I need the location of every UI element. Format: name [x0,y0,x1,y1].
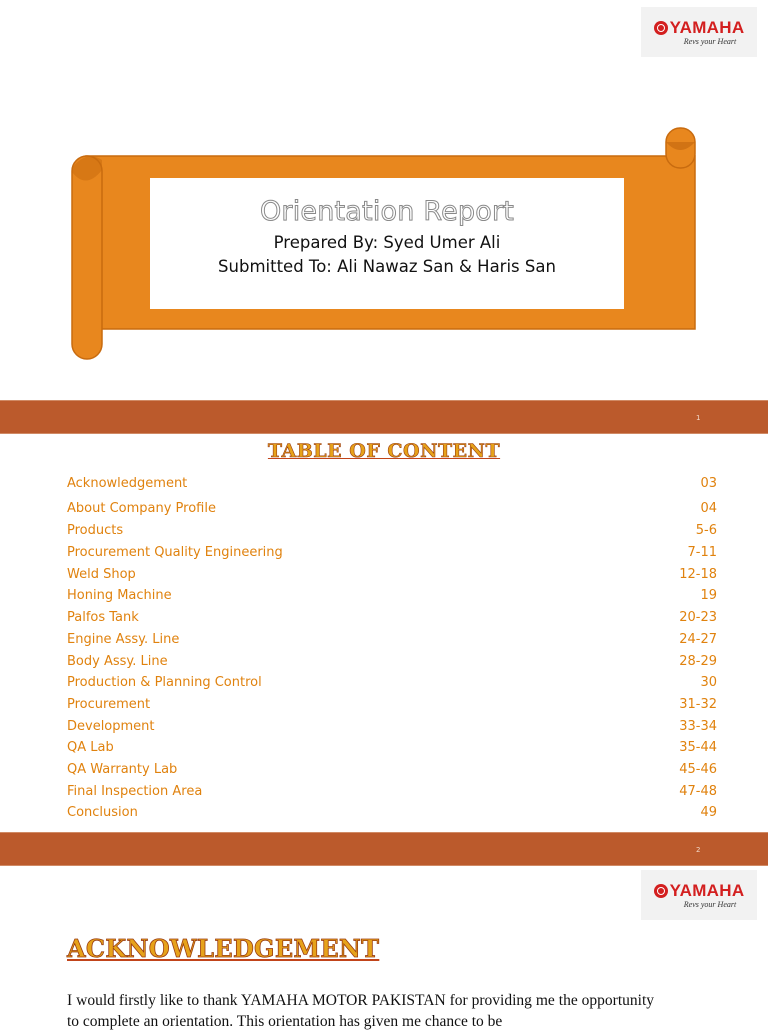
toc-entry [67,762,717,782]
toc-entry-title: Development [67,719,155,734]
logo-brand-text: YAMAHA [669,881,745,900]
toc-entry-page: 19 [700,588,717,603]
toc-heading: TABLE OF CONTENT [267,440,501,462]
yamaha-logo [641,7,757,57]
toc-entry-page: 20-23 [679,610,717,625]
toc-entry-page: 12-18 [679,567,717,582]
toc-entry-title: QA Warranty Lab [67,762,178,777]
acknowledgement-body: I would firstly like to thank YAMAHA MOTOR PAKISTAN for providing me the opportunity to complete an orientation. This orientation has given me chance to be [67,992,654,1030]
tuning-fork-emblem-icon [654,884,668,898]
toc-entry-title: Palfos Tank [67,610,139,625]
toc-entry [67,523,717,543]
toc-entry-title: Acknowledgement [67,476,188,491]
tuning-fork-emblem-icon [654,21,668,35]
toc-entry-page: 03 [700,476,717,491]
toc-entry-title: Conclusion [67,805,138,820]
toc-entry-page: 04 [700,501,717,516]
report-title: Orientation Report [259,196,515,227]
cover-title-box [150,178,624,309]
toc-entry [67,675,717,695]
toc-entry-title: Procurement Quality Engineering [67,545,283,560]
page2-footer-band [0,832,768,866]
toc-entry-page: 45-46 [679,762,717,777]
toc-entry [67,588,717,608]
toc-entry [67,567,717,587]
toc-entry-page: 5-6 [695,523,717,538]
toc-entry-title: Products [67,523,124,538]
toc-entry-page: 24-27 [679,632,717,647]
toc-entry-title: About Company Profile [67,501,216,516]
toc-entry [67,719,717,739]
toc-entry-title: QA Lab [67,740,114,755]
yamaha-logo-page3 [641,870,757,920]
page1-footer-band [0,400,768,434]
prepared-by-text: Prepared By: Syed Umer Ali [273,233,501,252]
toc-entry-page: 28-29 [679,654,717,669]
toc-entry-page: 7-11 [687,545,717,560]
submitted-to-text: Submitted To: Ali Nawaz San & Haris San [218,257,556,276]
toc-entry [67,476,717,496]
page1-number: 1 [696,414,701,422]
logo-tagline: Revs your Heart [683,37,737,46]
toc-entry-page: 49 [700,805,717,820]
toc-entry-title: Final Inspection Area [67,784,203,799]
toc-entry [67,654,717,674]
toc-entry-page: 33-34 [679,719,717,734]
toc-entry-page: 31-32 [679,697,717,712]
toc-entry-page: 47-48 [679,784,717,799]
toc-entry-title: Honing Machine [67,588,172,603]
toc-entry-page: 35-44 [679,740,717,755]
toc-entry-title: Engine Assy. Line [67,632,180,647]
toc-entry [67,784,717,804]
toc-entry-page: 30 [700,675,717,690]
toc-entry [67,805,717,825]
toc-entry [67,501,717,521]
toc-entry [67,697,717,717]
acknowledgement-heading: ACKNOWLEDGEMENT [67,934,380,963]
toc-entry-title: Weld Shop [67,567,136,582]
toc-entry-title: Production & Planning Control [67,675,262,690]
toc-entry-title: Procurement [67,697,151,712]
logo-brand-text: YAMAHA [669,18,745,37]
toc-entry [67,610,717,630]
toc-entry [67,545,717,565]
page2-number: 2 [696,846,701,854]
toc-entry [67,632,717,652]
toc-entry [67,740,717,760]
logo-tagline: Revs your Heart [683,900,737,909]
toc-entry-title: Body Assy. Line [67,654,168,669]
